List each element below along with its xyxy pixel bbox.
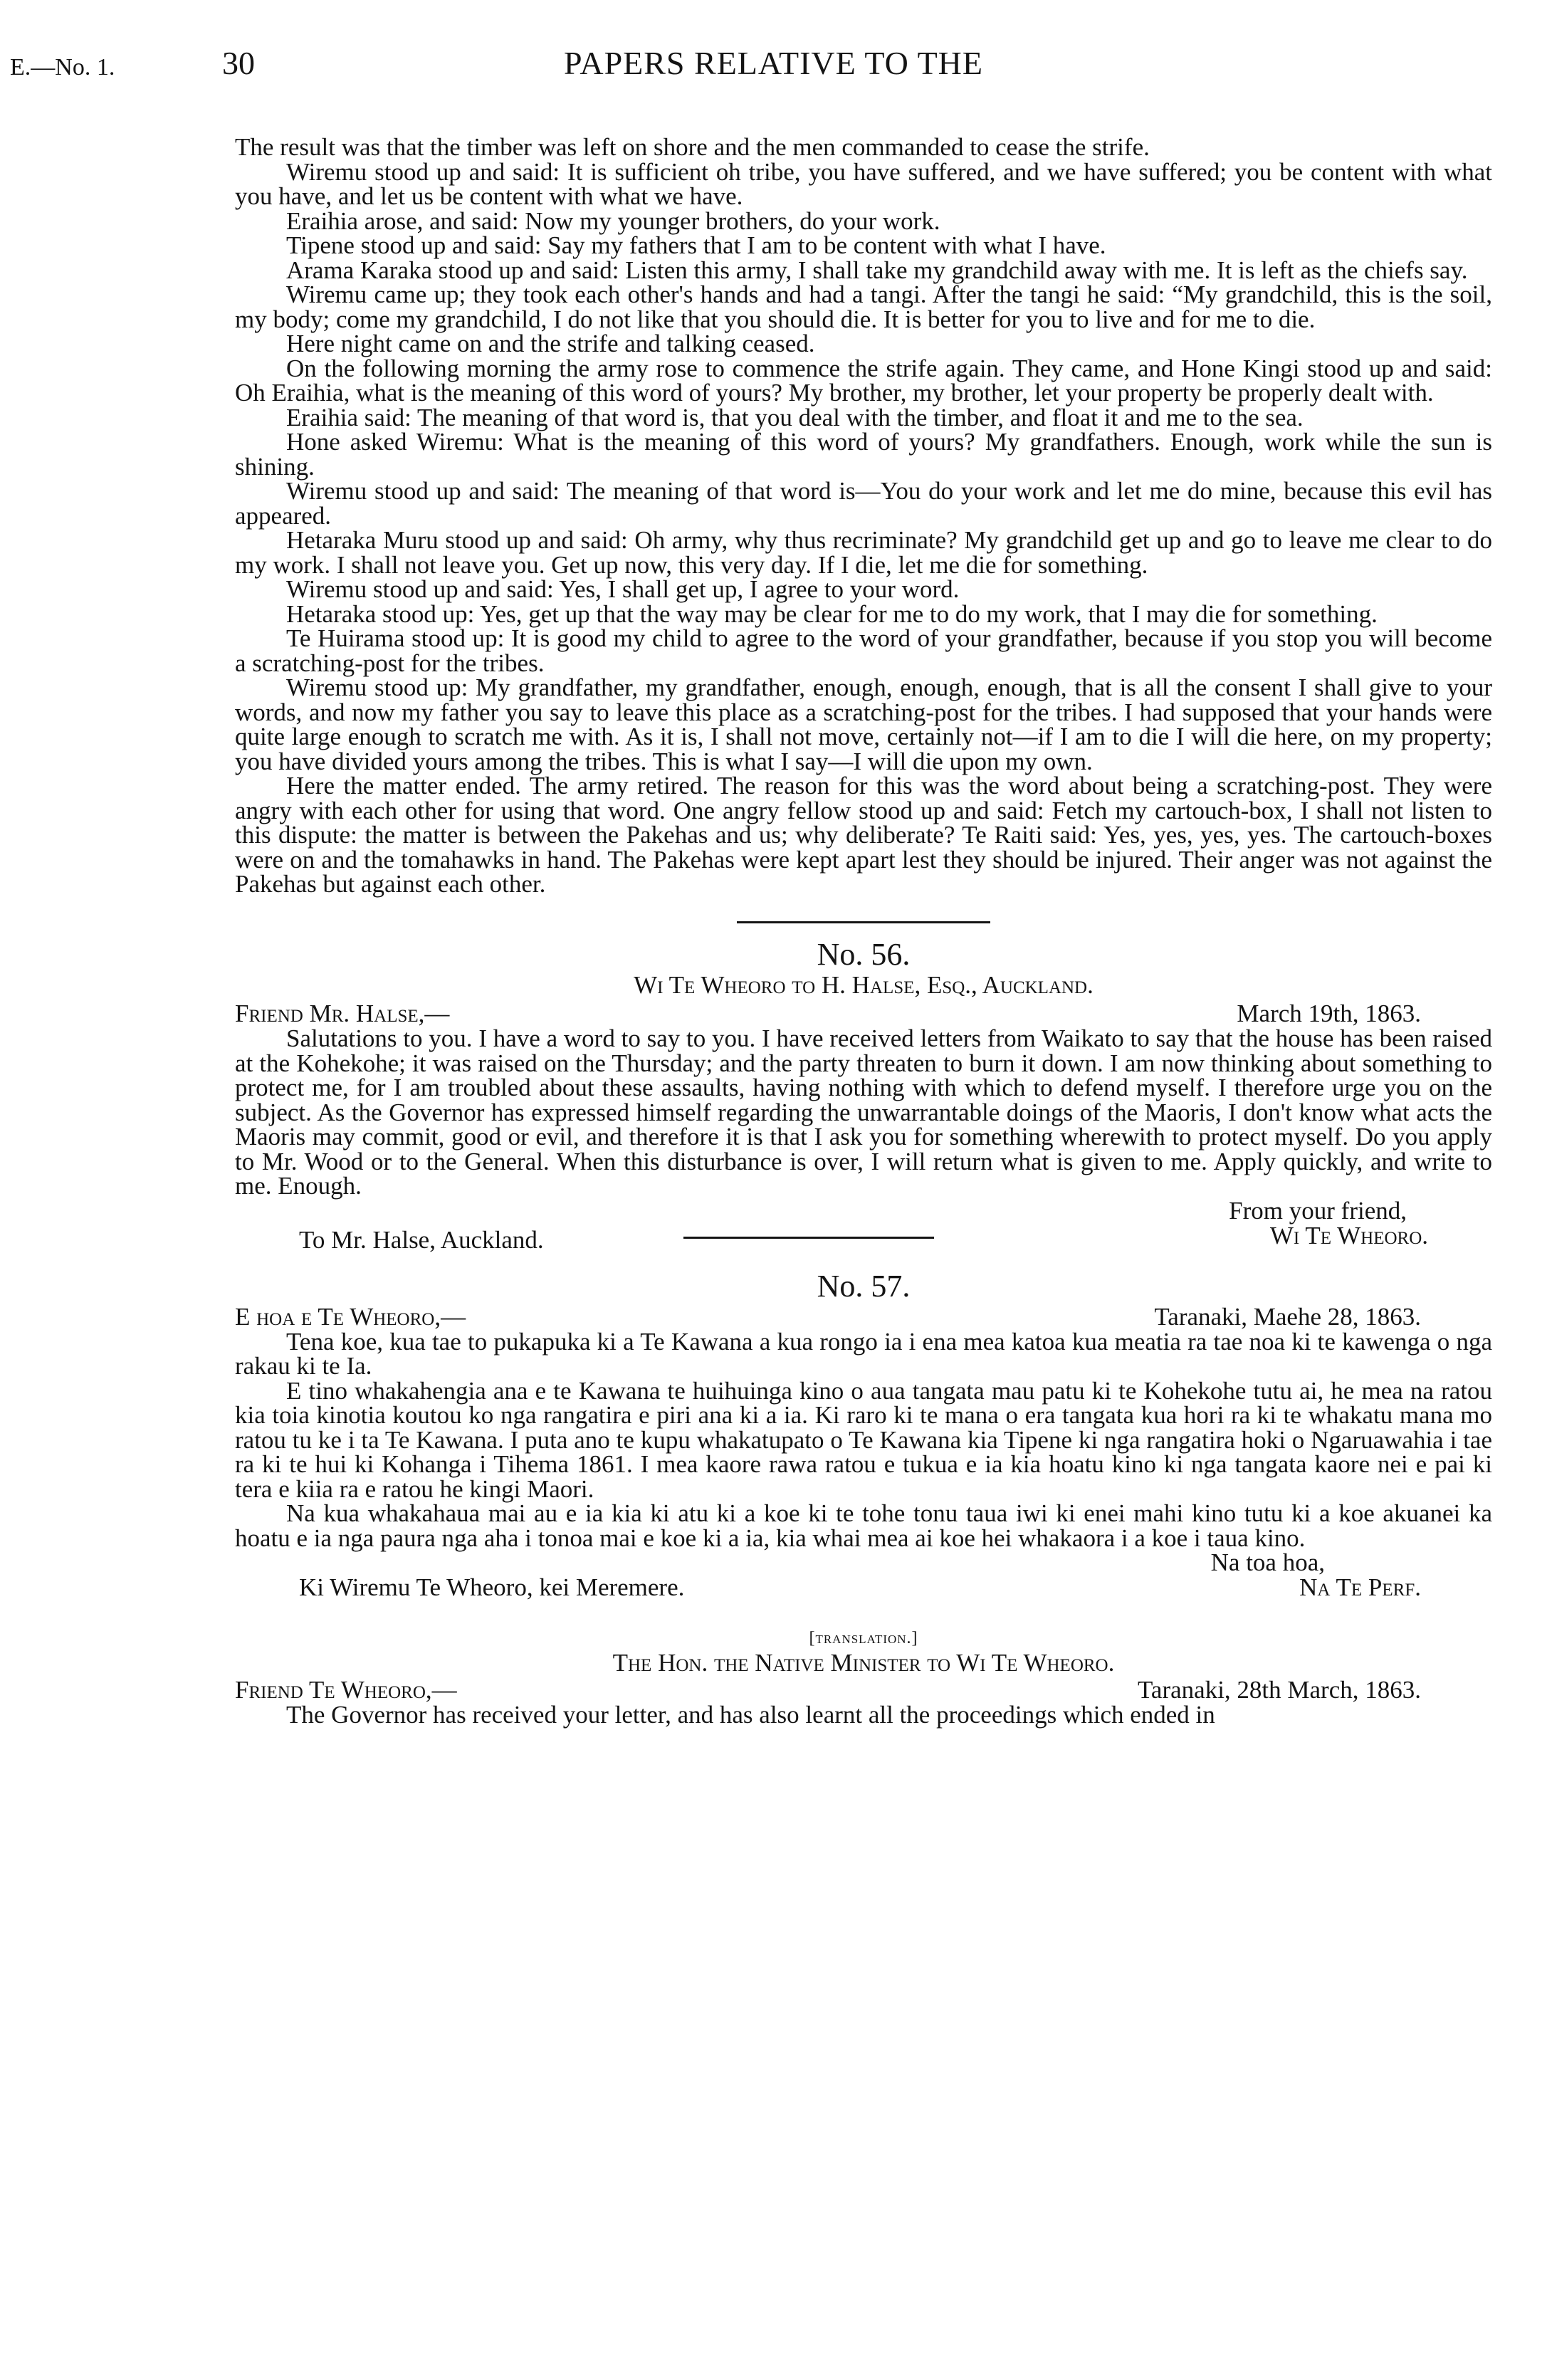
signature: Na Te Perf. xyxy=(1299,1573,1421,1601)
running-title: PAPERS RELATIVE TO THE xyxy=(563,45,983,81)
paragraph: Wiremu stood up and said: Yes, I shall get up, I agree to your word. xyxy=(286,575,960,603)
recipient-address: To Mr. Halse, Auckland. xyxy=(299,1225,544,1254)
salutation-line xyxy=(235,1302,1492,1331)
closing-line xyxy=(235,1548,1492,1576)
address-line xyxy=(235,1573,1492,1601)
salutation-line xyxy=(235,1678,1492,1703)
paragraph: Here night came on and the strife and talking ceased. xyxy=(286,330,815,357)
paragraph: Hetaraka stood up: Yes, get up that the way may be clear for me to do my work, that I may die for something. xyxy=(286,599,1378,628)
page-body xyxy=(235,135,1492,1728)
document-number: No. 56. xyxy=(817,936,911,972)
paper-reference: E.—No. 1. xyxy=(10,54,115,80)
salutation: Friend Te Wheoro,— xyxy=(235,1676,457,1704)
paragraph: Wiremu stood up: My grandfather, my grandfather, enough, enough, enough, that is all the consent I shall give to your words, and now my father you say to leave this place as a scratching-post for the tribes. I had supposed that your hands were quite large enough to scratch me with. As it is, I shall not move, certainly not—if I am to die I will die here, on my property; you have divided yours among the tribes. This is what I say—I will die upon my own. xyxy=(235,673,1492,775)
translation-label: [translation.] xyxy=(809,1629,918,1647)
letter-date: Taranaki, Maehe 28, 1863. xyxy=(1154,1302,1421,1331)
page-number: 30 xyxy=(222,45,255,81)
paragraph: On the following morning the army rose to commence the strife again. They came, and Hone Kingi stood up and said: Oh Eraihia, what is the meaning of this word of yours? My brother, my brother, let your property be properly dealt with. xyxy=(235,354,1492,407)
translation-section xyxy=(235,1626,1492,1728)
closing: Na toa hoa, xyxy=(1210,1548,1325,1576)
letter-heading: The Hon. the Native Minister to Wi Te Wheoro. xyxy=(612,1648,1115,1677)
salutation: E hoa e Te Wheoro,— xyxy=(235,1302,466,1331)
paragraph: Hetaraka Muru stood up and said: Oh army, why thus recriminate? My grandchild get up and go to leave me clear to do my work. I shall not leave you. Get up now, this very day. If I die, let me die for something. xyxy=(235,526,1492,579)
paragraph: Hone asked Wiremu: What is the meaning of this word of yours? My grandfathers. Enough, work while the sun is shining. xyxy=(235,428,1492,481)
section-divider xyxy=(683,1237,934,1239)
paragraph: E tino whakahengia ana e te Kawana te huihuinga kino o aua tangata mau patu ki te Kohekohe tutu ai, he mea na ratou kia toia kinotia koutou ko nga rangatira e piri ana ki a ia. Ki raro ki te mana o era tangata kua hori ra ki te whakatu mana mo ratou tu ke i ta Te Kawana. I puta ano te kupu whakatupato o Te Kawana kia Tipene ki nga rangatira hoki o Ngaruawahia i tae ra ki te hui ki Kohanga i Tihema 1861. I mea kaore rawa ratou e tukua e ia kia hoatu kino ki nga tangata kaore nei e pai ki tera e kiia ra e ratou he kingi Maori. xyxy=(235,1376,1492,1503)
paragraph: Wiremu stood up and said: The meaning of that word is—You do your work and let me do mine, because this evil has appeared. xyxy=(235,477,1492,530)
paragraph: Tipene stood up and said: Say my fathers that I am to be content with what I have. xyxy=(286,231,1106,259)
paragraph: The result was that the timber was left on shore and the men commanded to cease the strife. xyxy=(235,133,1150,161)
paragraph: Eraihia arose, and said: Now my younger brothers, do your work. xyxy=(286,206,940,235)
paragraph: Eraihia said: The meaning of that word is, that you deal with the timber, and float it and me to the sea. xyxy=(286,403,1304,431)
paragraph: Te Huirama stood up: It is good my child to agree to the word of your grandfather, because if you stop you will become a scratching-post for the tribes. xyxy=(235,624,1492,677)
letter-body: The Governor has received your letter, and has also learnt all the proceedings which ended in xyxy=(286,1701,1215,1729)
paragraph: Wiremu came up; they took each other's hands and had a tangi. After the tangi he said: “My grandchild, this is the soil, my body; come my grandchild, I do not like that you should die. It is better for you to live and for me to die. xyxy=(235,281,1492,333)
closing: From your friend, xyxy=(1229,1196,1407,1225)
signature: Wi Te Wheoro. xyxy=(1269,1221,1428,1249)
letter-no-57 xyxy=(235,1268,1492,1601)
letter-heading: Wi Te Wheoro to H. Halse, Esq., Auckland. xyxy=(634,970,1094,999)
paragraph: Wiremu stood up and said: It is sufficient oh tribe, you have suffered, and we have suffered; you be content with what you have, and let us be content with what we have. xyxy=(235,157,1492,210)
recipient-address: Ki Wiremu Te Wheoro, kei Meremere. xyxy=(299,1573,685,1601)
document-number: No. 57. xyxy=(817,1268,911,1304)
letter-no-56 xyxy=(235,936,1492,1259)
section-divider xyxy=(737,921,990,923)
continued-section xyxy=(235,135,1492,897)
paragraph: Here the matter ended. The army retired. The reason for this was the word about being a scratching-post. They were angry with each other for using that word. One angry fellow stood up and said: Fetch my cartouch-box, I shall not listen to this dispute: the matter is between the Pakehas and us; why deliberate? Te Raiti said: Yes, yes, yes, yes. The cartouch-boxes were on and the tomahawks in hand. The Pakehas were kept apart lest they should be injured. Their anger was not against the Pakehas but against each other. xyxy=(235,772,1492,898)
page-header xyxy=(0,45,1547,98)
salutation: Friend Mr. Halse,— xyxy=(235,1000,450,1027)
paragraph: Na kua whakahaua mai au e ia kia ki atu ki a koe ki te tohe tonu taua iwi ki enei mahi kino tutu ki a koe akuanei ka hoatu e ia nga paura nga aha i tonoa mai e koe ki a ia, kia whai mea ai koe hei whakaora i a koe i taua kino. xyxy=(235,1499,1492,1552)
letter-date: Taranaki, 28th March, 1863. xyxy=(1138,1676,1421,1704)
address-line xyxy=(235,1221,1492,1259)
paragraph: Arama Karaka stood up and said: Listen this army, I shall take my grandchild away with me. It is left as the chiefs say. xyxy=(286,256,1468,284)
paragraph: Tena koe, kua tae to pukapuka ki a Te Kawana a kua rongo ia i ena mea katoa kua meatia ra tae noa ki te kawenga o nga rakau ki te Ia. xyxy=(235,1327,1492,1380)
salutation-line xyxy=(235,1002,1492,1027)
letter-body: Salutations to you. I have a word to say to you. I have received letters from Waikato to say that the house has been raised at the Kohekohe; it was raised on the Thursday; and the party threaten to burn it down. I am now thinking about something to protect me, for I am troubled about these assaults, having nothing with which to defend myself. I therefore urge you on the subject. As the Governor has expressed himself regarding the unwarrantable doings of the Maoris, I don't know what acts the Maoris may commit, good or evil, and therefore it is that I ask you for something wherewith to protect myself. Do you apply to Mr. Wood or to the General. When this disturbance is over, I will return what is given to me. Apply quickly, and write to me. Enough. xyxy=(235,1024,1492,1200)
letter-date: March 19th, 1863. xyxy=(1237,1000,1421,1027)
closing-line xyxy=(235,1196,1492,1225)
